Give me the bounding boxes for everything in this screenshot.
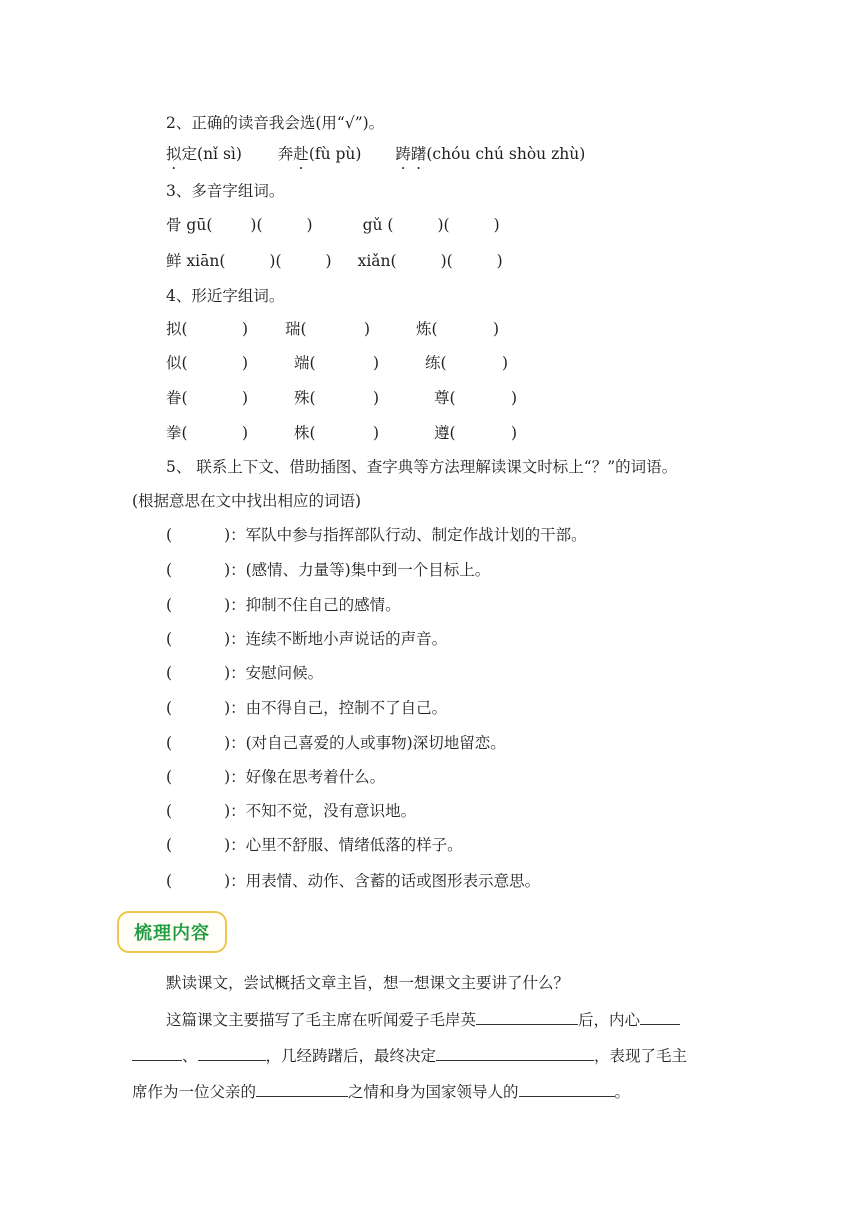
- answer-blank[interactable]: [476, 1008, 578, 1025]
- q5-definition-text: (感情、力量等)集中到一个目标上。: [245, 561, 491, 579]
- answer-blank[interactable]: [436, 1044, 594, 1061]
- q5-definition-row: ( )：用表情、动作、含蓄的话或图形表示意思。: [166, 872, 541, 890]
- q2-word-3: 踌躇: [395, 145, 427, 163]
- q5-definition-text: 军队中参与指挥部队行动、制定作战计划的干部。: [245, 526, 587, 544]
- answer-blank[interactable]: [132, 1044, 182, 1061]
- summary-line-2: 、 ，几经踌躇后，最终决定 ，表现了毛主: [132, 1044, 687, 1067]
- q5-definition-text: 用表情、动作、含蓄的话或图形表示意思。: [245, 872, 541, 890]
- q4-title: 4、形近字组词。: [166, 287, 285, 305]
- q3-row: 鲜 xiān( )( ) xiǎn( )( ): [166, 252, 503, 270]
- q5-definition-text: 不知不觉，没有意识地。: [245, 802, 417, 820]
- q5-definition-row: ( )：连续不断地小声说话的声音。: [166, 630, 448, 648]
- q5-definition-text: 连续不断地小声说话的声音。: [245, 630, 448, 648]
- summary-line-1: 这篇课文主要描写了毛主席在听闻爱子毛岸英 后，内心: [166, 1008, 680, 1031]
- q5-definition-text: 由不得自己，控制不了自己。: [245, 699, 448, 717]
- q5-definition-text: 心里不舒服、情绪低落的样子。: [245, 836, 463, 854]
- q2-word-2: 奔赴: [277, 145, 309, 163]
- q5-definition-row: ( )：军队中参与指挥部队行动、制定作战计划的干部。: [166, 526, 587, 544]
- q5-definition-row: ( )：心里不舒服、情绪低落的样子。: [166, 836, 463, 854]
- q5-definition-row: ( )：由不得自己，控制不了自己。: [166, 699, 448, 717]
- q5-definition-row: ( )：不知不觉，没有意识地。: [166, 802, 417, 820]
- q2-word-1: 拟定: [166, 145, 198, 163]
- q2-title: 2、正确的读音我会选(用“√”)。: [166, 114, 385, 132]
- q2-options: [166, 143, 585, 165]
- section-badge-label: 梳理内容: [134, 923, 210, 944]
- q2-pinyin-2: (fù pù): [308, 145, 362, 163]
- q3-title: 3、多音字组词。: [166, 182, 285, 200]
- q5-definition-text: (对自己喜爱的人或事物)深切地留恋。: [245, 734, 506, 752]
- answer-blank[interactable]: [640, 1008, 680, 1025]
- q5-definition-text: 安慰问候。: [245, 664, 324, 682]
- q5-subtitle: (根据意思在文中找出相应的词语): [132, 492, 362, 510]
- q3-row: 骨 gū( )( ) gǔ ( )( ): [166, 216, 500, 234]
- q2-pinyin-1: (nǐ sì): [197, 145, 242, 163]
- q5-title: 5、 联系上下文、借助插图、查字典等方法理解读课文时标上“？”的词语。: [166, 458, 678, 476]
- q5-definition-row: ( )：好像在思考着什么。: [166, 768, 386, 786]
- q5-definition-row: ( )：(感情、力量等)集中到一个目标上。: [166, 561, 491, 579]
- section-badge: [117, 911, 227, 953]
- summary-intro: 默读课文，尝试概括文章主旨，想一想课文主要讲了什么？: [166, 974, 570, 992]
- answer-blank[interactable]: [198, 1044, 266, 1061]
- q5-definition-row: ( )：安慰问候。: [166, 664, 324, 682]
- q5-definition-text: 好像在思考着什么。: [245, 768, 386, 786]
- q2-pinyin-3: (chóu chú shòu zhù): [426, 145, 586, 163]
- summary-line-3: 席作为一位父亲的 之情和身为国家领导人的 。: [132, 1080, 630, 1103]
- answer-blank[interactable]: [256, 1080, 348, 1097]
- q5-definition-row: ( )：(对自己喜爱的人或事物)深切地留恋。: [166, 734, 506, 752]
- q5-definition-text: 抑制不住自己的感情。: [245, 596, 401, 614]
- q5-definition-row: ( )：抑制不住自己的感情。: [166, 596, 401, 614]
- answer-blank[interactable]: [519, 1080, 615, 1097]
